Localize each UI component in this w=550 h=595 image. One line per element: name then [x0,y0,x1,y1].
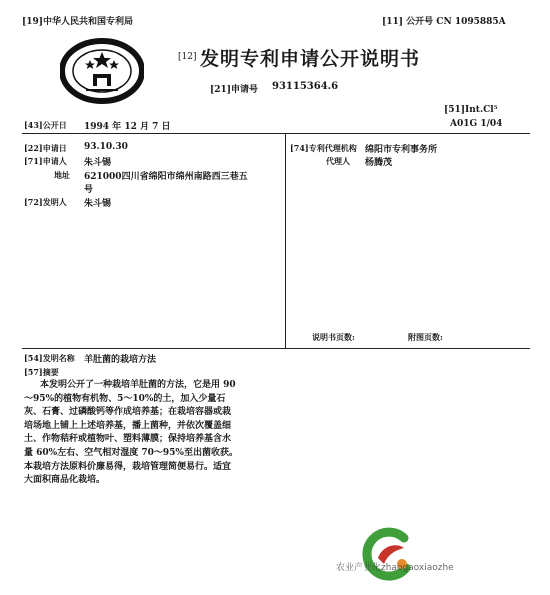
publication-date: 1994 年 12 月 7 日 [84,122,171,132]
int-cl-label: [51]Int.Cl⁵ [444,105,498,115]
abstract-line: 培场地上铺上上述培养基，播上菌种，并依次覆盖细 [24,420,232,431]
int-cl-value: A01G 1/04 [450,119,503,129]
application-number: 93115364.6 [272,81,339,92]
agent-label: 代理人 [326,156,350,166]
patent-agency: 绵阳市专利事务所 [365,145,438,155]
abstract-line: 本发明公开了一种栽培羊肚菌的方法，它是用 90 [40,380,236,390]
address-line-1: 621000四川省绵阳市绵州南路西三巷五 [84,172,248,182]
address-label: 地址 [54,170,70,180]
drawing-pages-label: 附图页数: [408,332,443,342]
abstract-line: 量 60%左右、空气相对湿度 70～95%至出菌收获。 [24,447,238,458]
filing-date-label: [22]申请日 [24,143,67,153]
filing-date: 93.10.30 [84,142,128,152]
watermark-text: 农业产业化zhaogaoxiaozhe [336,563,454,573]
middle-rule [22,348,530,349]
document-kind-code: [12] [178,52,197,62]
publication-number: [11] 公开号 CN 1095885A [382,17,506,27]
invention-name-label: [54]发明名称 [24,353,75,363]
inventor: 朱斗锡 [84,199,112,209]
inventor-label: [72]发明人 [24,197,67,207]
abstract-text [24,379,238,488]
address-line-2: 号 [84,185,94,195]
abstract-line: 土、作物秸秆或植物叶、塑料薄膜；保持培养基含水 [24,434,232,445]
patent-office-emblem [60,38,144,104]
document-title: 发明专利申请公开说明书 [200,48,421,70]
description-pages-label: 说明书页数: [312,332,355,342]
application-number-label: [21]申请号 [210,85,259,95]
column-divider [285,133,286,348]
invention-name: 羊肚菌的栽培方法 [84,355,157,365]
abstract-label: [57]摘要 [24,367,59,377]
patent-agency-label: [74]专利代理机构 [290,143,357,153]
applicant: 朱斗锡 [84,158,112,168]
watermark-logo [358,524,416,582]
agent: 杨腾茂 [365,158,393,168]
abstract-line: 大面积商品化栽培。 [24,475,106,486]
country-office: [19]中华人民共和国专利局 [22,17,134,27]
abstract-line: ～95%的植物有机物、5～10%的土，加入少量石 [24,393,226,404]
publication-date-label: [43]公开日 [24,120,67,130]
applicant-label: [71]申请人 [24,156,67,166]
top-rule [22,133,530,134]
abstract-line: 灰、石膏、过磷酸钙等作成培养基；在栽培容器或栽 [24,407,232,418]
abstract-line: 本栽培方法原料价廉易得，栽培管理简便易行。适宜 [24,461,232,472]
